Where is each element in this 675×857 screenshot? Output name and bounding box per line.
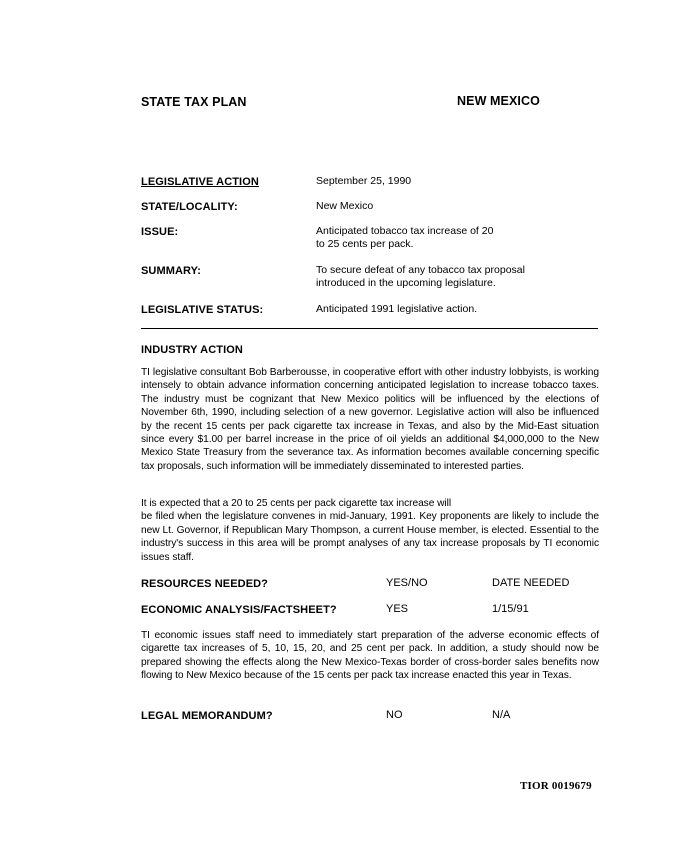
industry-action-paragraph-1: TI legislative consultant Bob Barberousse, in cooperative effort with other industry lobbyists, is working intensely to obtain advance information concerning anticipated legislation to increase tobacco taxes. The industry must be cognizant that New Mexico politics will be influenced by the elections of November 6th, 1990, including selection of a new governor. Legislative action will also be influenced by the recent 15 cents per pack cigarette tax increase in Texas, and also by the Mid-East situation since every $1.00 per barrel increase in the price of oil yields an additional $4,000,000 to the New Mexico State Treasury from the severance tax. As information becomes available concerning specific tax proposals, such information will be immediately disseminated to interested parties. [141,367,599,472]
yes-no-column-header: YES/NO [386,577,428,589]
issue-value-line1: Anticipated tobacco tax increase of 20 [316,225,494,237]
industry-action-heading: INDUSTRY ACTION [141,344,243,356]
issue-value-line2: to 25 cents per pack. [316,238,414,250]
issue-value [316,225,493,251]
economic-analysis-paragraph: TI economic issues staff need to immediately start preparation of the adverse economic effects of cigarette tax increases of 5, 10, 15, 20, and 25 cent per pack. In addition, a study should now be prepared showing the effects along the New Mexico-Texas border of cross-border sales benefits now flowing to New Mexico because of the 15 cents per pack tax increase enacted this year in Texas. [141,630,599,682]
legislative-status-label: LEGISLATIVE STATUS: [141,304,264,316]
resource-row-yes-no: NO [386,709,403,721]
resource-row-label: ECONOMIC ANALYSIS/FACTSHEET? [141,604,337,616]
issue-label: ISSUE: [141,226,179,238]
resource-row-yes-no: YES [386,603,409,615]
document-title: STATE TAX PLAN [141,95,247,109]
paragraph-2-rest: be filed when the legislature convenes in mid-January, 1991. Key proponents are likely to include the new Lt. Governor, if Republican Mary Thompson, a current House member, is elected. Essential to the industry's success in this area will be prompt analyses of any tax increase proposals by TI economic issues staff. [141,511,599,563]
state-locality-value: New Mexico [316,200,374,212]
legislative-action-label: LEGISLATIVE ACTION [141,176,259,188]
bates-number: TIOR 0019679 [520,780,592,792]
legislative-action-value: September 25, 1990 [316,175,412,187]
date-needed-column-header: DATE NEEDED [492,577,570,589]
resource-row-label: LEGAL MEMORANDUM? [141,710,273,722]
summary-value-line1: To secure defeat of any tobacco tax proposal [316,264,525,276]
legislative-status-value: Anticipated 1991 legislative action. [316,303,478,315]
resources-needed-label: RESOURCES NEEDED? [141,578,268,590]
summary-value-line2: introduced in the upcoming legislature. [316,277,496,289]
section-divider [141,328,598,329]
resource-row-date: N/A [492,709,511,721]
paragraph-2-line-1: It is expected that a 20 to 25 cents per pack cigarette tax increase will [141,498,452,509]
summary-value [316,264,525,290]
summary-label: SUMMARY: [141,265,202,277]
industry-action-paragraph-2 [141,497,599,564]
resource-row-date: 1/15/91 [492,603,529,615]
state-locality-label: STATE/LOCALITY: [141,201,238,213]
state-heading: NEW MEXICO [457,94,540,108]
